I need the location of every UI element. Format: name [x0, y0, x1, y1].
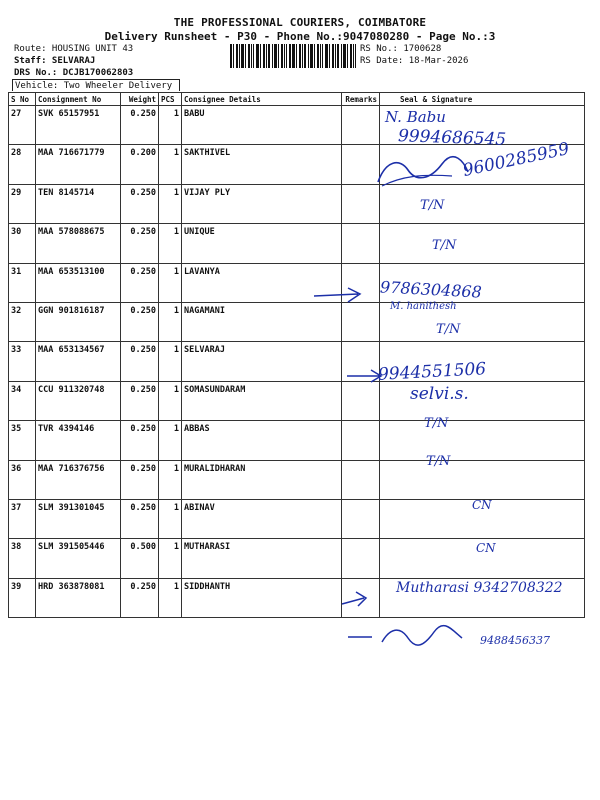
handwritten-mark: T/N — [424, 416, 449, 431]
col-consignee: Consignee Details — [182, 93, 342, 106]
handwritten-name: selvi.s. — [410, 384, 469, 404]
cell-remarks — [342, 499, 380, 538]
cell-sno: 27 — [9, 106, 36, 145]
table-row — [9, 302, 585, 341]
staff-label: Staff: SELVARAJ — [14, 56, 96, 66]
cell-consignee: SELVARAJ — [182, 342, 342, 381]
runsheet-subtitle: Delivery Runsheet - P30 - Phone No.:9047080280 - Page No.:3 — [104, 30, 496, 43]
cell-pcs: 1 — [159, 145, 182, 184]
table-row — [9, 539, 585, 578]
cell-pcs: 1 — [159, 224, 182, 263]
cell-consignment: TEN 8145714 — [36, 184, 121, 223]
cell-pcs: 1 — [159, 578, 182, 617]
cell-weight: 0.250 — [121, 460, 159, 499]
cell-weight: 0.200 — [121, 145, 159, 184]
table-row — [9, 224, 585, 263]
arrow-icon — [346, 630, 376, 644]
handwritten-mark: T/N — [436, 322, 461, 337]
signature-scribble — [378, 622, 468, 650]
col-signature: Seal & Signature — [380, 93, 585, 106]
col-weight: Weight — [121, 93, 159, 106]
cell-sno: 37 — [9, 499, 36, 538]
cell-remarks — [342, 381, 380, 420]
handwritten-mark: T/N — [420, 198, 445, 213]
handwritten-mark: CN — [476, 541, 496, 555]
table-row — [9, 499, 585, 538]
cell-sno: 39 — [9, 578, 36, 617]
cell-pcs: 1 — [159, 342, 182, 381]
col-pcs: PCS — [159, 93, 182, 106]
cell-consignee: NAGAMANI — [182, 302, 342, 341]
cell-weight: 0.250 — [121, 342, 159, 381]
cell-signature — [380, 460, 585, 499]
handwritten-name: M. hanithesh — [390, 301, 457, 312]
cell-sno: 32 — [9, 302, 36, 341]
cell-sno: 29 — [9, 184, 36, 223]
cell-sno: 38 — [9, 539, 36, 578]
cell-consignment: SLM 391505446 — [36, 539, 121, 578]
cell-consignment: CCU 911320748 — [36, 381, 121, 420]
handwritten-phone: 9944551506 — [377, 359, 487, 385]
cell-consignee: LAVANYA — [182, 263, 342, 302]
table-header-row — [9, 93, 585, 106]
cell-consignment: MAA 716376756 — [36, 460, 121, 499]
cell-consignee: MURALIDHARAN — [182, 460, 342, 499]
cell-remarks — [342, 460, 380, 499]
cell-consignment: MAA 653134567 — [36, 342, 121, 381]
cell-weight: 0.250 — [121, 421, 159, 460]
handwritten-mark: T/N — [432, 238, 457, 253]
cell-signature — [380, 224, 585, 263]
cell-sno: 34 — [9, 381, 36, 420]
cell-signature — [380, 421, 585, 460]
cell-consignment: SVK 65157951 — [36, 106, 121, 145]
table-row — [9, 184, 585, 223]
handwritten-phone: 9488456337 — [480, 634, 550, 647]
handwritten-phone: 9994686545 — [397, 126, 507, 150]
cell-weight: 0.250 — [121, 578, 159, 617]
cell-consignee: SOMASUNDARAM — [182, 381, 342, 420]
cell-sno: 35 — [9, 421, 36, 460]
cell-pcs: 1 — [159, 421, 182, 460]
cell-weight: 0.250 — [121, 499, 159, 538]
table-row — [9, 342, 585, 381]
cell-consignment: SLM 391301045 — [36, 499, 121, 538]
barcode-image — [230, 44, 356, 68]
cell-signature — [380, 184, 585, 223]
handwritten-name-phone: Mutharasi 9342708322 — [396, 580, 563, 596]
cell-pcs: 1 — [159, 539, 182, 578]
vehicle-label: Vehicle: Two Wheeler Delivery — [12, 79, 180, 91]
cell-sno: 33 — [9, 342, 36, 381]
cell-consignment: HRD 363878081 — [36, 578, 121, 617]
cell-remarks — [342, 421, 380, 460]
cell-consignee: SAKTHIVEL — [182, 145, 342, 184]
col-sno: S No — [9, 93, 36, 106]
cell-consignee: SIDDHANTH — [182, 578, 342, 617]
cell-remarks — [342, 302, 380, 341]
cell-pcs: 1 — [159, 184, 182, 223]
cell-consignee: UNIQUE — [182, 224, 342, 263]
handwritten-phone: 9786304868 — [379, 277, 483, 302]
col-consignment: Consignment No — [36, 93, 121, 106]
cell-consignment: MAA 716671779 — [36, 145, 121, 184]
cell-weight: 0.250 — [121, 302, 159, 341]
cell-weight: 0.250 — [121, 106, 159, 145]
handwritten-mark: T/N — [426, 454, 451, 469]
cell-weight: 0.250 — [121, 263, 159, 302]
handwritten-phone: 9600285959 — [461, 138, 572, 182]
cell-remarks — [342, 539, 380, 578]
cell-remarks — [342, 224, 380, 263]
arrow-icon — [312, 286, 364, 306]
col-remarks: Remarks — [342, 93, 380, 106]
cell-pcs: 1 — [159, 460, 182, 499]
cell-consignee: ABINAV — [182, 499, 342, 538]
cell-sno: 36 — [9, 460, 36, 499]
cell-consignment: MAA 653513100 — [36, 263, 121, 302]
table-row — [9, 421, 585, 460]
drs-label: DRS No.: DCJB170062803 — [14, 68, 134, 78]
handwritten-name: N. Babu — [385, 108, 446, 126]
cell-weight: 0.500 — [121, 539, 159, 578]
route-label: Route: HOUSING UNIT 43 — [14, 44, 134, 54]
signature-scribble — [372, 150, 472, 190]
cell-consignee: MUTHARASI — [182, 539, 342, 578]
cell-weight: 0.250 — [121, 224, 159, 263]
handwritten-mark: CN — [472, 498, 492, 512]
arrow-icon — [340, 590, 370, 610]
cell-remarks — [342, 106, 380, 145]
cell-consignee: ABBAS — [182, 421, 342, 460]
cell-consignee: BABU — [182, 106, 342, 145]
cell-consignment: TVR 4394146 — [36, 421, 121, 460]
rs-date: RS Date: 18-Mar-2026 — [360, 56, 469, 66]
cell-sno: 31 — [9, 263, 36, 302]
cell-sno: 30 — [9, 224, 36, 263]
cell-pcs: 1 — [159, 381, 182, 420]
cell-consignment: GGN 901816187 — [36, 302, 121, 341]
cell-remarks — [342, 184, 380, 223]
cell-pcs: 1 — [159, 263, 182, 302]
cell-consignee: VIJAY PLY — [182, 184, 342, 223]
cell-weight: 0.250 — [121, 381, 159, 420]
cell-weight: 0.250 — [121, 184, 159, 223]
cell-pcs: 1 — [159, 499, 182, 538]
cell-consignment: MAA 578088675 — [36, 224, 121, 263]
cell-sno: 28 — [9, 145, 36, 184]
table-row — [9, 381, 585, 420]
table-row — [9, 263, 585, 302]
cell-pcs: 1 — [159, 302, 182, 341]
cell-pcs: 1 — [159, 106, 182, 145]
table-row — [9, 460, 585, 499]
company-title: THE PROFESSIONAL COURIERS, COIMBATORE — [173, 16, 427, 29]
rs-number: RS No.: 1700628 — [360, 44, 442, 54]
